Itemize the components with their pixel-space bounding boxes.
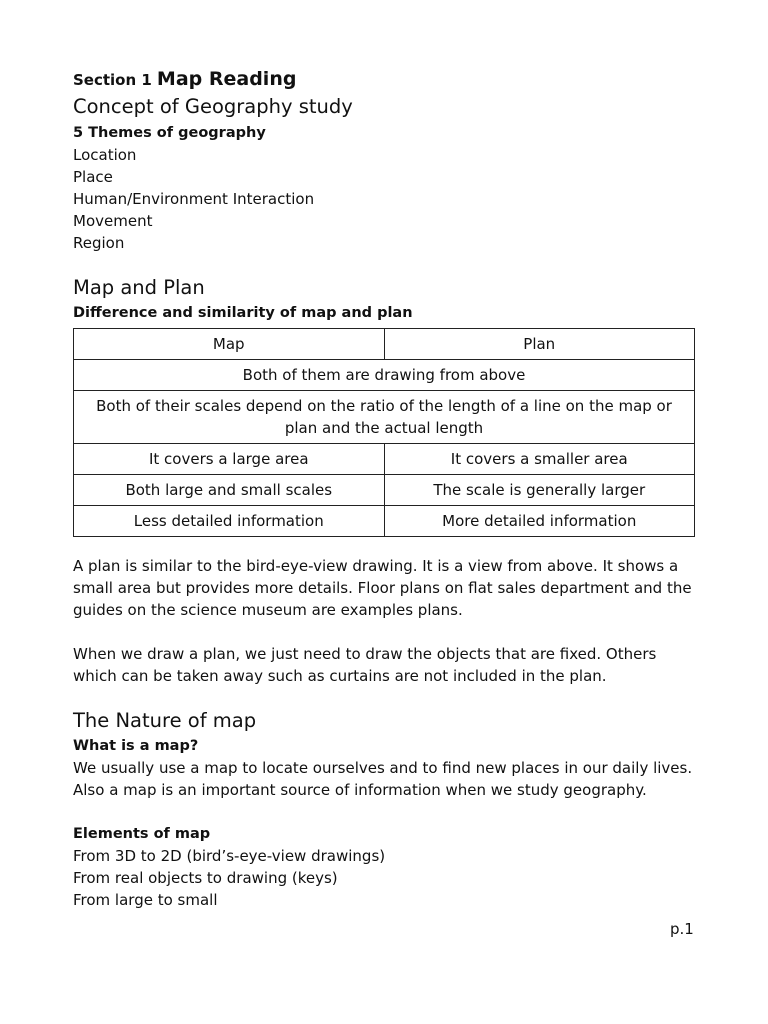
theme-item: Movement	[73, 212, 153, 230]
elements-heading: Elements of map	[73, 826, 211, 842]
table-row	[74, 475, 695, 506]
table-header-plan: Plan	[384, 329, 695, 360]
theme-item: Place	[73, 168, 113, 186]
table-header-map: Map	[74, 329, 385, 360]
section-title: Map Reading	[156, 68, 297, 90]
document-page	[73, 66, 695, 911]
map-plan-heading: Map and Plan	[73, 276, 205, 299]
table-cell-map: Less detailed information	[74, 506, 385, 537]
paragraph-line: A plan is similar to the bird-eye-view drawing. It is a view from above. It shows a	[73, 557, 679, 575]
paragraph-line: Also a map is an important source of information when we study geography.	[73, 781, 647, 799]
theme-item: Region	[73, 234, 125, 252]
theme-item: Location	[73, 146, 137, 164]
paragraph-line: small area but provides more details. Floor plans on flat sales department and the	[73, 579, 692, 597]
plan-paragraph-1	[73, 555, 695, 621]
nature-heading: The Nature of map	[73, 709, 257, 732]
table-header-row	[74, 329, 695, 360]
element-item: From real objects to drawing (keys)	[73, 869, 338, 887]
theme-item: Human/Environment Interaction	[73, 190, 315, 208]
table-row	[74, 444, 695, 475]
element-item: From 3D to 2D (bird’s-eye-view drawings)	[73, 847, 386, 865]
map-plan-table	[73, 328, 695, 537]
map-plan-subheading: Difference and similarity of map and plan	[73, 305, 413, 321]
table-cell-map: It covers a large area	[74, 444, 385, 475]
table-row	[74, 391, 695, 444]
paragraph-line: which can be taken away such as curtains are not included in the plan.	[73, 667, 607, 685]
element-item: From large to small	[73, 891, 218, 909]
plan-paragraph-2	[73, 643, 695, 687]
table-cell-plan: It covers a smaller area	[384, 444, 695, 475]
concept-title: Concept of Geography study	[73, 95, 353, 118]
paragraph-line: We usually use a map to locate ourselves and to find new places in our daily lives.	[73, 759, 693, 777]
table-row	[74, 360, 695, 391]
themes-heading: 5 Themes of geography	[73, 125, 266, 141]
table-cell-map: Both large and small scales	[74, 475, 385, 506]
section-label: Section 1	[73, 71, 152, 89]
what-is-map-heading: What is a map?	[73, 738, 199, 754]
page-number: p.1	[670, 920, 694, 938]
paragraph-line: When we draw a plan, we just need to draw the objects that are fixed. Others	[73, 645, 657, 663]
table-cell-plan: More detailed information	[384, 506, 695, 537]
table-cell-plan: The scale is generally larger	[384, 475, 695, 506]
paragraph-line: guides on the science museum are examples plans.	[73, 601, 463, 619]
section-header	[73, 66, 695, 92]
table-shared-cell: Both of them are drawing from above	[74, 360, 695, 391]
table-row	[74, 506, 695, 537]
table-shared-cell: Both of their scales depend on the ratio of the length of a line on the map or plan and the actual length	[74, 391, 695, 444]
